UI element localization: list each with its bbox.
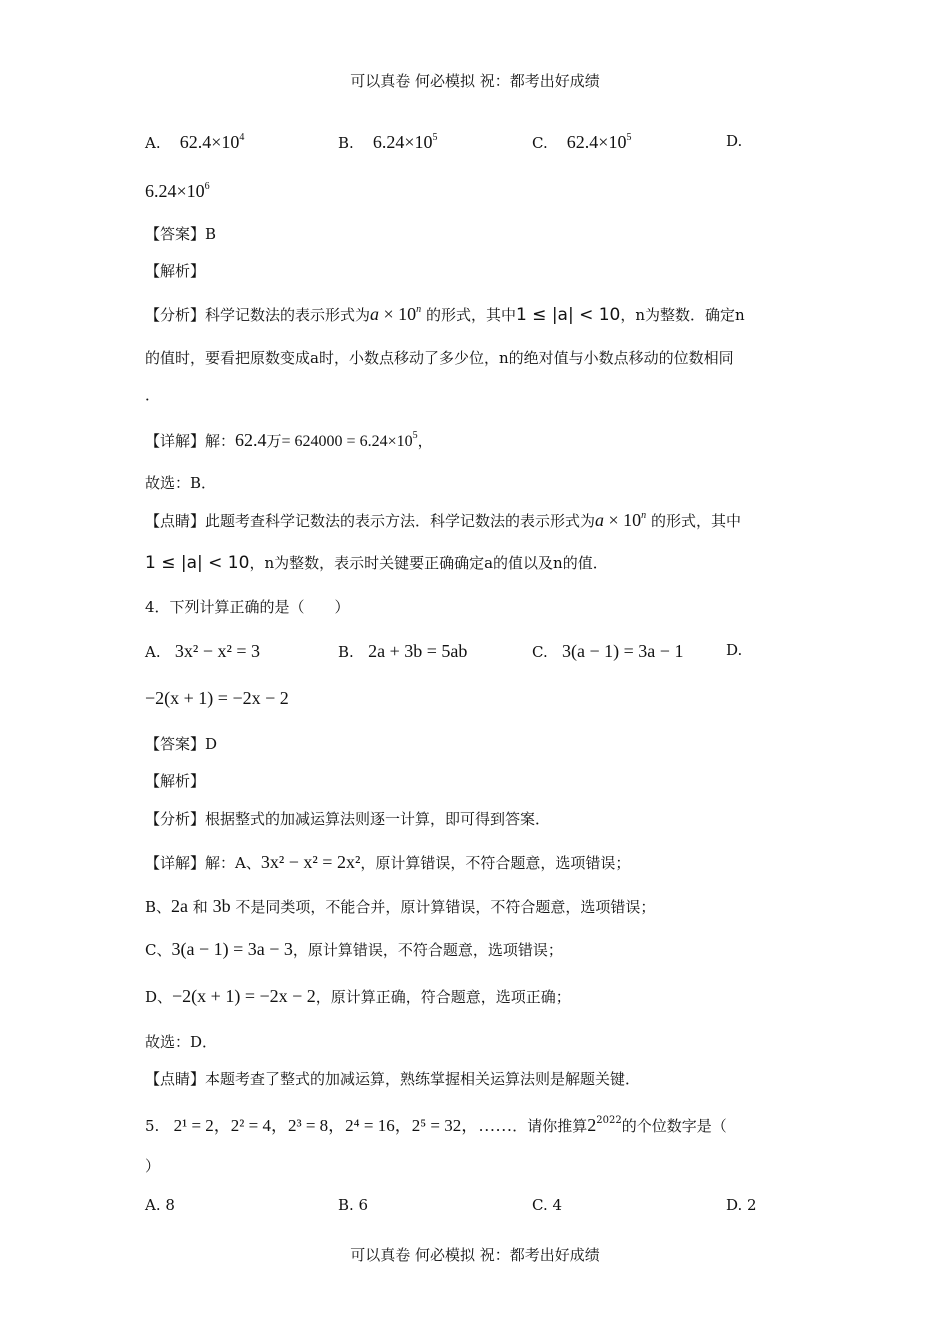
- q4-choose: 故选：D．: [145, 1033, 218, 1051]
- q5-option-b: B. 6: [338, 1196, 369, 1214]
- q3-option-d-math: $6.24\times 10^6$: [145, 181, 210, 201]
- q4-detail-d: D、−2(x + 1) = −2x − 2，原计算正确，符合题意，选项正确；: [145, 986, 571, 1006]
- q4-detail-b: B、2a 和 3b 不是同类项，不能合并，原计算错误，不符合题意，选项错误；: [145, 896, 656, 916]
- option-math: $62.4\times 10^5$: [566, 132, 632, 152]
- q4-option-d-math: −2(x + 1) = −2x − 2: [145, 688, 289, 708]
- q5-stem-line1: 5. 2¹ = 2，2² = 4，2³ = 8，2⁴ = 16，2⁵ = 32，……．请你推算$2^{2022}$的个位数字是（: [145, 1115, 727, 1135]
- q4-stem: 4．下列计算正确的是（ ）: [145, 598, 350, 616]
- option-math: $6.24\times 10^5$: [372, 132, 438, 152]
- q5-stem-line2: ）: [145, 1157, 161, 1175]
- q4-option-c: C. 3(a − 1) = 3a − 1: [532, 641, 684, 661]
- q4-answer: 【答案】D: [145, 735, 218, 753]
- q3-choose: 故选：B．: [145, 474, 217, 492]
- option-math: $62.4\times 10^4$: [179, 132, 245, 152]
- page-footer: 可以真卷 何必模拟 祝：都考出好成绩: [350, 1246, 600, 1264]
- option-label: A.: [145, 134, 161, 152]
- q3-analysis-line1: 【分析】科学记数法的表示形式为$a \times 10^n$ 的形式，其中1 ≤ |a| < 10，n为整数．确定n: [145, 304, 745, 325]
- q4-analysis-heading: 【解析】: [145, 772, 206, 790]
- q3-option-b: [338, 132, 438, 153]
- q4-analysis: 【分析】根据整式的加减运算法则逐一计算，即可得到答案．: [145, 810, 551, 828]
- q3-answer: 【答案】B: [145, 225, 217, 243]
- option-label: D.: [726, 132, 743, 150]
- q5-option-a: A. 8: [145, 1196, 175, 1214]
- q4-detail-c: C、3(a − 1) = 3a − 3，原计算错误，不符合题意，选项错误；: [145, 939, 563, 959]
- q3-analysis-heading: 【解析】: [145, 262, 206, 280]
- q4-option-d: D.: [726, 641, 743, 659]
- option-label: B.: [338, 134, 354, 152]
- q5-option-d: D. 2: [726, 1196, 757, 1214]
- q4-option-b: B. 2a + 3b = 5ab: [338, 641, 468, 661]
- q3-comment-line2: 1 ≤ |a| < 10，n为整数，表示时关键要正确确定a的值以及n的值．: [145, 553, 608, 573]
- q3-analysis-line3: ．: [145, 386, 161, 404]
- q4-option-a: A. 3x² − x² = 3: [145, 641, 261, 661]
- q3-comment-line1: 【点睛】此题考查科学记数法的表示方法．科学记数法的表示形式为$a \times 10^n$ 的形式，其中: [145, 510, 741, 530]
- q3-option-a: [145, 132, 244, 153]
- q4-comment: 【点睛】本题考查了整式的加减运算，熟练掌握相关运算法则是解题关键．: [145, 1070, 641, 1088]
- q3-option-c: [532, 132, 631, 153]
- option-label: C.: [532, 134, 548, 152]
- q3-detail: 【详解】解：62.4万= $624000 = 6.24\times 10^5$，: [145, 430, 433, 450]
- q3-option-d: [726, 132, 742, 150]
- q3-analysis-line2: 的值时，要看把原数变成a时，小数点移动了多少位，n的绝对值与小数点移动的位数相同: [145, 349, 734, 367]
- q4-detail-a: 【详解】解：A、3x² − x² = 2x²，原计算错误，不符合题意，选项错误；: [145, 852, 631, 872]
- page-header: 可以真卷 何必模拟 祝：都考出好成绩: [350, 72, 600, 90]
- q5-option-c: C. 4: [532, 1196, 563, 1214]
